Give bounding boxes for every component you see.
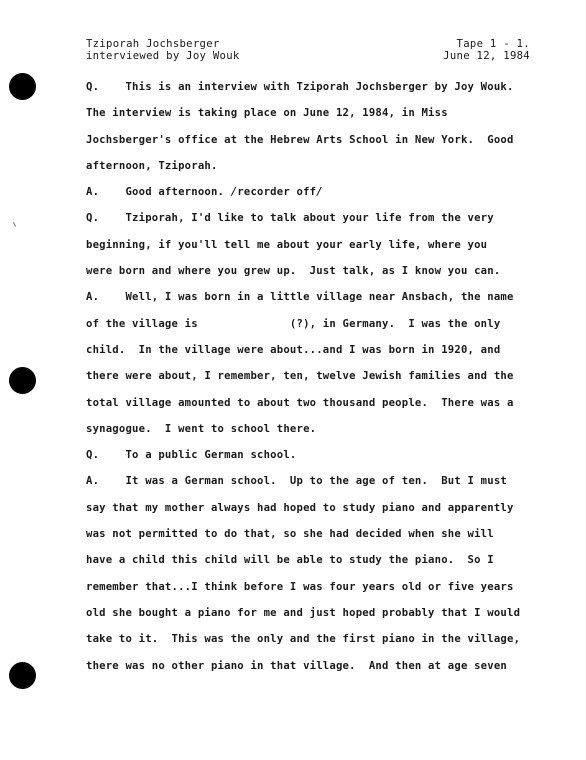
binder-hole-middle (9, 367, 36, 394)
interview-date: June 12, 1984 (443, 50, 530, 62)
transcript-line: remember that...I think before I was four years old or five years (86, 580, 514, 593)
transcript-line: take to it. This was the only and the first piano in the village, (86, 633, 521, 646)
transcript-line: Jochsberger's office at the Hebrew Arts School in New York. Good (86, 133, 514, 146)
transcript-line: Q. This is an interview with Tziporah Jochsberger by Joy Wouk. (86, 81, 514, 93)
transcript-line: have a child this child will be able to study the piano. So I (86, 554, 494, 567)
transcript-body (86, 80, 556, 685)
transcript-line: old she bought a piano for me and just hoped probably that I would (86, 606, 521, 619)
speaker-line-text: A. Good afternoon. (86, 186, 231, 199)
interviewee-name: Tziporah Jochsberger (86, 38, 220, 50)
binder-hole-top (9, 73, 36, 100)
tape-number: Tape 1 - 1. (456, 38, 530, 50)
transcript-line: beginning, if you'll tell me about your early life, where you (86, 238, 488, 251)
transcript-line: The interview is taking place on June 12, 1984, in Miss (86, 107, 448, 120)
binder-hole-bottom (9, 662, 36, 689)
transcript-line: synagogue. I went to school there. (86, 422, 317, 435)
transcript-line: total village amounted to about two thousand people. There was a (86, 396, 514, 409)
header-left (86, 38, 240, 62)
editorial-note: / recorder off / (231, 186, 323, 198)
transcript-line: there were about, I remember, ten, twelve Jewish families and the (86, 370, 514, 383)
transcript-line: Q. To a public German school. (86, 449, 297, 462)
margin-mark (13, 222, 16, 227)
transcript-line: A. It was a German school. Up to the age of ten. But I must (86, 475, 507, 488)
transcript-line: was not permitted to do that, so she had decided when she will (86, 528, 494, 541)
transcript-line: say that my mother always had hoped to study piano and apparently (86, 501, 514, 514)
transcript-line: were born and where you grew up. Just talk, as I know you can. (86, 265, 501, 278)
interviewer-credit: interviewed by Joy Wouk (86, 50, 240, 62)
transcript-line: child. In the village were about...and I was born in 1920, and (86, 343, 501, 356)
transcript-line: afternoon, Tziporah. (86, 159, 218, 172)
transcript-line: of the village is (?), in Germany. I was the only (86, 317, 501, 330)
transcript-line: Q. Tziporah, I'd like to talk about your life from the very (86, 212, 494, 225)
transcript-line: A. Well, I was born in a little village near Ansbach, the name (86, 291, 514, 304)
header-right (443, 38, 530, 62)
transcript-line (86, 185, 556, 211)
transcript-line: there was no other piano in that village. And then at age seven (86, 659, 507, 672)
